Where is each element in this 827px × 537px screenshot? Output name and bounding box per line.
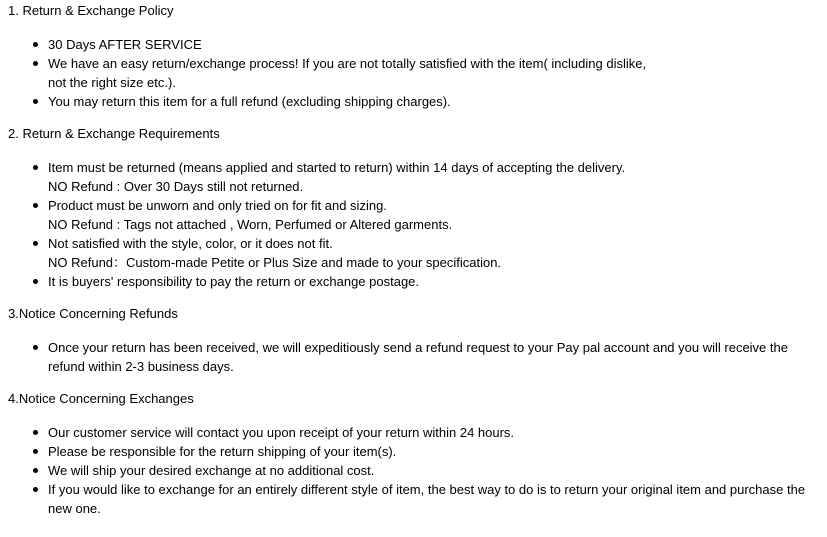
bullet-icon [33,345,38,350]
bullet-icon [33,468,38,473]
list-item: We have an easy return/exchange process! If you are not totally satisfied with the item( including dislike, not the right size etc.). [8,54,827,92]
section-notice-refunds [8,304,827,389]
list-item: Once your return has been received, we will expeditiously send a refund request to your Pay pal account and you will receive the refund within 2-3 business days. [8,338,827,376]
section-heading: 4.Notice Concerning Exchanges [8,391,194,406]
section-heading: 3.Notice Concerning Refunds [8,306,178,321]
list-item: Item must be returned (means applied and started to return) within 14 days of accepting the delivery. NO Refund : Over 30 Days still not returned. [8,158,827,196]
bullet-list [8,35,827,111]
section-heading: 2. Return & Exchange Requirements [8,126,220,141]
list-item: Not satisfied with the style, color, or it does not fit. NO Refund：Custom-made Petite or Plus Size and made to your specification. [8,234,827,272]
bullet-icon [33,241,38,246]
bullet-icon [33,430,38,435]
section-return-exchange-requirements [8,124,827,304]
bullet-icon [33,165,38,170]
list-item: Please be responsible for the return shipping of your item(s). [8,442,827,461]
bullet-icon [33,279,38,284]
bullet-icon [33,42,38,47]
list-item: You may return this item for a full refund (excluding shipping charges). [8,92,827,111]
list-item: We will ship your desired exchange at no additional cost. [8,461,827,480]
bullet-list [8,158,827,291]
list-item: Our customer service will contact you upon receipt of your return within 24 hours. [8,423,827,442]
bullet-icon [33,99,38,104]
list-item: 30 Days AFTER SERVICE [8,35,827,54]
bullet-icon [33,449,38,454]
bullet-list [8,423,827,518]
list-item: If you would like to exchange for an entirely different style of item, the best way to do is to return your original item and purchase the new one. [8,480,827,518]
section-notice-exchanges [8,389,827,518]
list-item: Product must be unworn and only tried on for fit and sizing. NO Refund : Tags not attached , Worn, Perfumed or Altered garments. [8,196,827,234]
bullet-icon [33,487,38,492]
list-item: It is buyers' responsibility to pay the return or exchange postage. [8,272,827,291]
bullet-icon [33,61,38,66]
section-return-exchange-policy [8,1,827,124]
bullet-list [8,338,827,376]
section-heading: 1. Return & Exchange Policy [8,3,174,18]
bullet-icon [33,203,38,208]
